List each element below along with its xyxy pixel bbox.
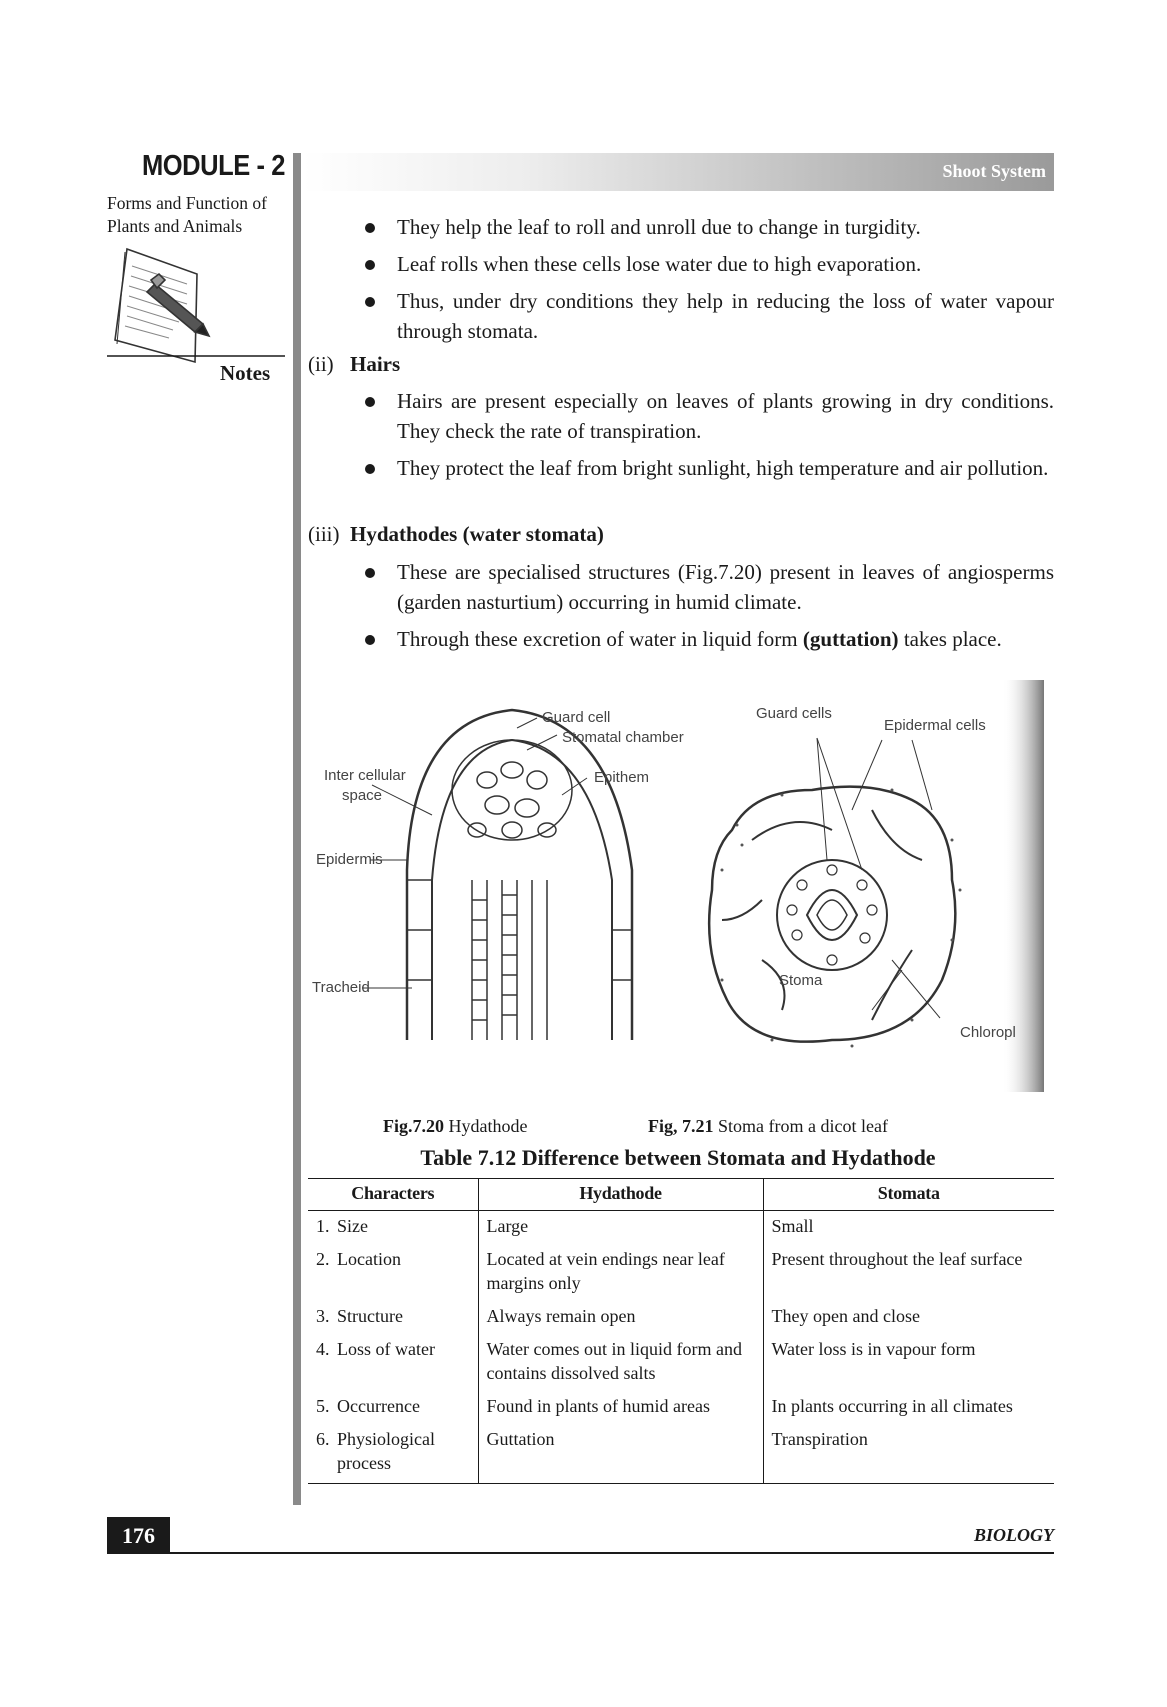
row-index: 5. (316, 1396, 330, 1416)
section-title: Shoot System (942, 161, 1046, 181)
hydathode-cell: Large (478, 1211, 763, 1245)
character-cell (308, 1391, 478, 1424)
stomata-cell: Water loss is in vapour form (763, 1334, 1054, 1391)
list-item: They protect the leaf from bright sunlight, high temperature and air pollution. (362, 453, 1054, 483)
table-row (308, 1334, 1054, 1391)
bullet-bold-text: (guttation) (802, 627, 899, 651)
bullet-text: takes place. (898, 627, 1002, 651)
row-index: 6. (316, 1429, 330, 1449)
table-row (308, 1244, 1054, 1301)
row-index: 4. (316, 1339, 330, 1359)
figure-hydathode-stoma (312, 680, 1044, 1092)
character-label: Occurrence (337, 1396, 420, 1416)
table-header-row (308, 1179, 1054, 1211)
caption-text: Hydathode (444, 1116, 528, 1136)
character-label-continued: process (337, 1453, 391, 1473)
character-cell (308, 1301, 478, 1334)
intro-bullets (362, 212, 1054, 353)
column-header: Characters (308, 1179, 478, 1211)
stoma-drawing (709, 738, 955, 1042)
table-row (308, 1391, 1054, 1424)
module-title: MODULE - 2 (141, 150, 285, 182)
character-label: Location (337, 1249, 401, 1269)
module-subtitle-line2: Plants and Animals (107, 216, 243, 236)
character-cell (308, 1244, 478, 1301)
module-subtitle-line1: Forms and Function of (107, 193, 267, 213)
hydathode-cell: Guttation (478, 1424, 763, 1484)
character-label: Physiological (337, 1429, 435, 1449)
table-row (308, 1211, 1054, 1245)
notes-pencil-icon (107, 244, 287, 369)
hydathodes-title: Hydathodes (water stomata) (350, 522, 604, 546)
table-title: Table 7.12 Difference between Stomata and Hydathode (420, 1145, 936, 1170)
hairs-bullets (362, 386, 1054, 490)
stomata-cell: Present throughout the leaf surface (763, 1244, 1054, 1301)
stomata-cell: They open and close (763, 1301, 1054, 1334)
label-inter-cellular: Inter cellular (324, 767, 406, 784)
section-header (302, 153, 1054, 191)
label-epidermal-cells: Epidermal cells (884, 717, 986, 734)
margin-divider (293, 153, 301, 1505)
character-label: Structure (337, 1306, 403, 1326)
row-index: 1. (316, 1216, 330, 1236)
table-row (308, 1301, 1054, 1334)
hydathode-cell: Always remain open (478, 1301, 763, 1334)
stomata-cell: Small (763, 1211, 1054, 1245)
caption-number: Fig, 7.21 (648, 1116, 714, 1136)
row-index: 3. (316, 1306, 330, 1326)
figure-caption-7-20 (383, 1116, 527, 1137)
label-epidermis: Epidermis (316, 851, 383, 868)
footer-subject: BIOLOGY (974, 1525, 1054, 1545)
hydathodes-num: (iii) (308, 522, 340, 546)
comparison-table (308, 1178, 1054, 1484)
character-cell (308, 1424, 478, 1484)
list-item: Hairs are present especially on leaves of plants growing in dry conditions. They check the rate of transpiration. (362, 386, 1054, 446)
column-header: Stomata (763, 1179, 1054, 1211)
bullet-text: Through these excretion of water in liquid form (397, 627, 803, 651)
caption-number: Fig.7.20 (383, 1116, 444, 1136)
footer-rule (107, 1552, 1054, 1554)
stomata-cell: Transpiration (763, 1424, 1054, 1484)
page-number: 176 (107, 1517, 170, 1554)
label-epithem: Epithem (594, 769, 650, 786)
stomata-cell: In plants occurring in all climates (763, 1391, 1054, 1424)
figure-caption-7-21 (648, 1116, 888, 1137)
character-label: Size (337, 1216, 368, 1236)
hydathode-drawing (362, 710, 632, 1040)
hairs-heading (308, 352, 400, 377)
label-chloroplast: Chloropl (960, 1024, 1016, 1041)
character-cell (308, 1211, 478, 1245)
column-header: Hydathode (478, 1179, 763, 1211)
hydathodes-heading (308, 522, 604, 547)
hairs-title: Hairs (350, 352, 401, 376)
character-label: Loss of water (337, 1339, 435, 1359)
hairs-num: (ii) (308, 352, 334, 376)
list-item: These are specialised structures (Fig.7.20) present in leaves of angiosperms (garden nasturtium) occurring in humid climate. (362, 557, 1054, 617)
list-item: Thus, under dry conditions they help in reducing the loss of water vapour through stomata. (362, 286, 1054, 346)
hydathodes-bullets (362, 557, 1054, 661)
caption-text: Stoma from a dicot leaf (713, 1116, 888, 1136)
module-subtitle (107, 192, 267, 238)
label-stoma: Stoma (779, 972, 823, 989)
label-tracheid: Tracheid (312, 979, 370, 996)
label-guard-cell: Guard cell (542, 709, 611, 726)
notes-label: Notes (220, 361, 271, 385)
list-item: They help the leaf to roll and unroll due to change in turgidity. (362, 212, 1054, 242)
character-cell (308, 1334, 478, 1391)
label-guard-cells: Guard cells (756, 705, 832, 722)
hydathode-cell: Located at vein endings near leaf margins only (478, 1244, 763, 1301)
row-index: 2. (316, 1249, 330, 1269)
hydathode-cell: Water comes out in liquid form and contains dissolved salts (478, 1334, 763, 1391)
table-row (308, 1424, 1054, 1484)
label-space: space (342, 787, 383, 804)
hydathode-cell: Found in plants of humid areas (478, 1391, 763, 1424)
label-stomatal-chamber: Stomatal chamber (562, 729, 684, 746)
list-item: Leaf rolls when these cells lose water due to high evaporation. (362, 249, 1054, 279)
list-item (362, 624, 1054, 654)
